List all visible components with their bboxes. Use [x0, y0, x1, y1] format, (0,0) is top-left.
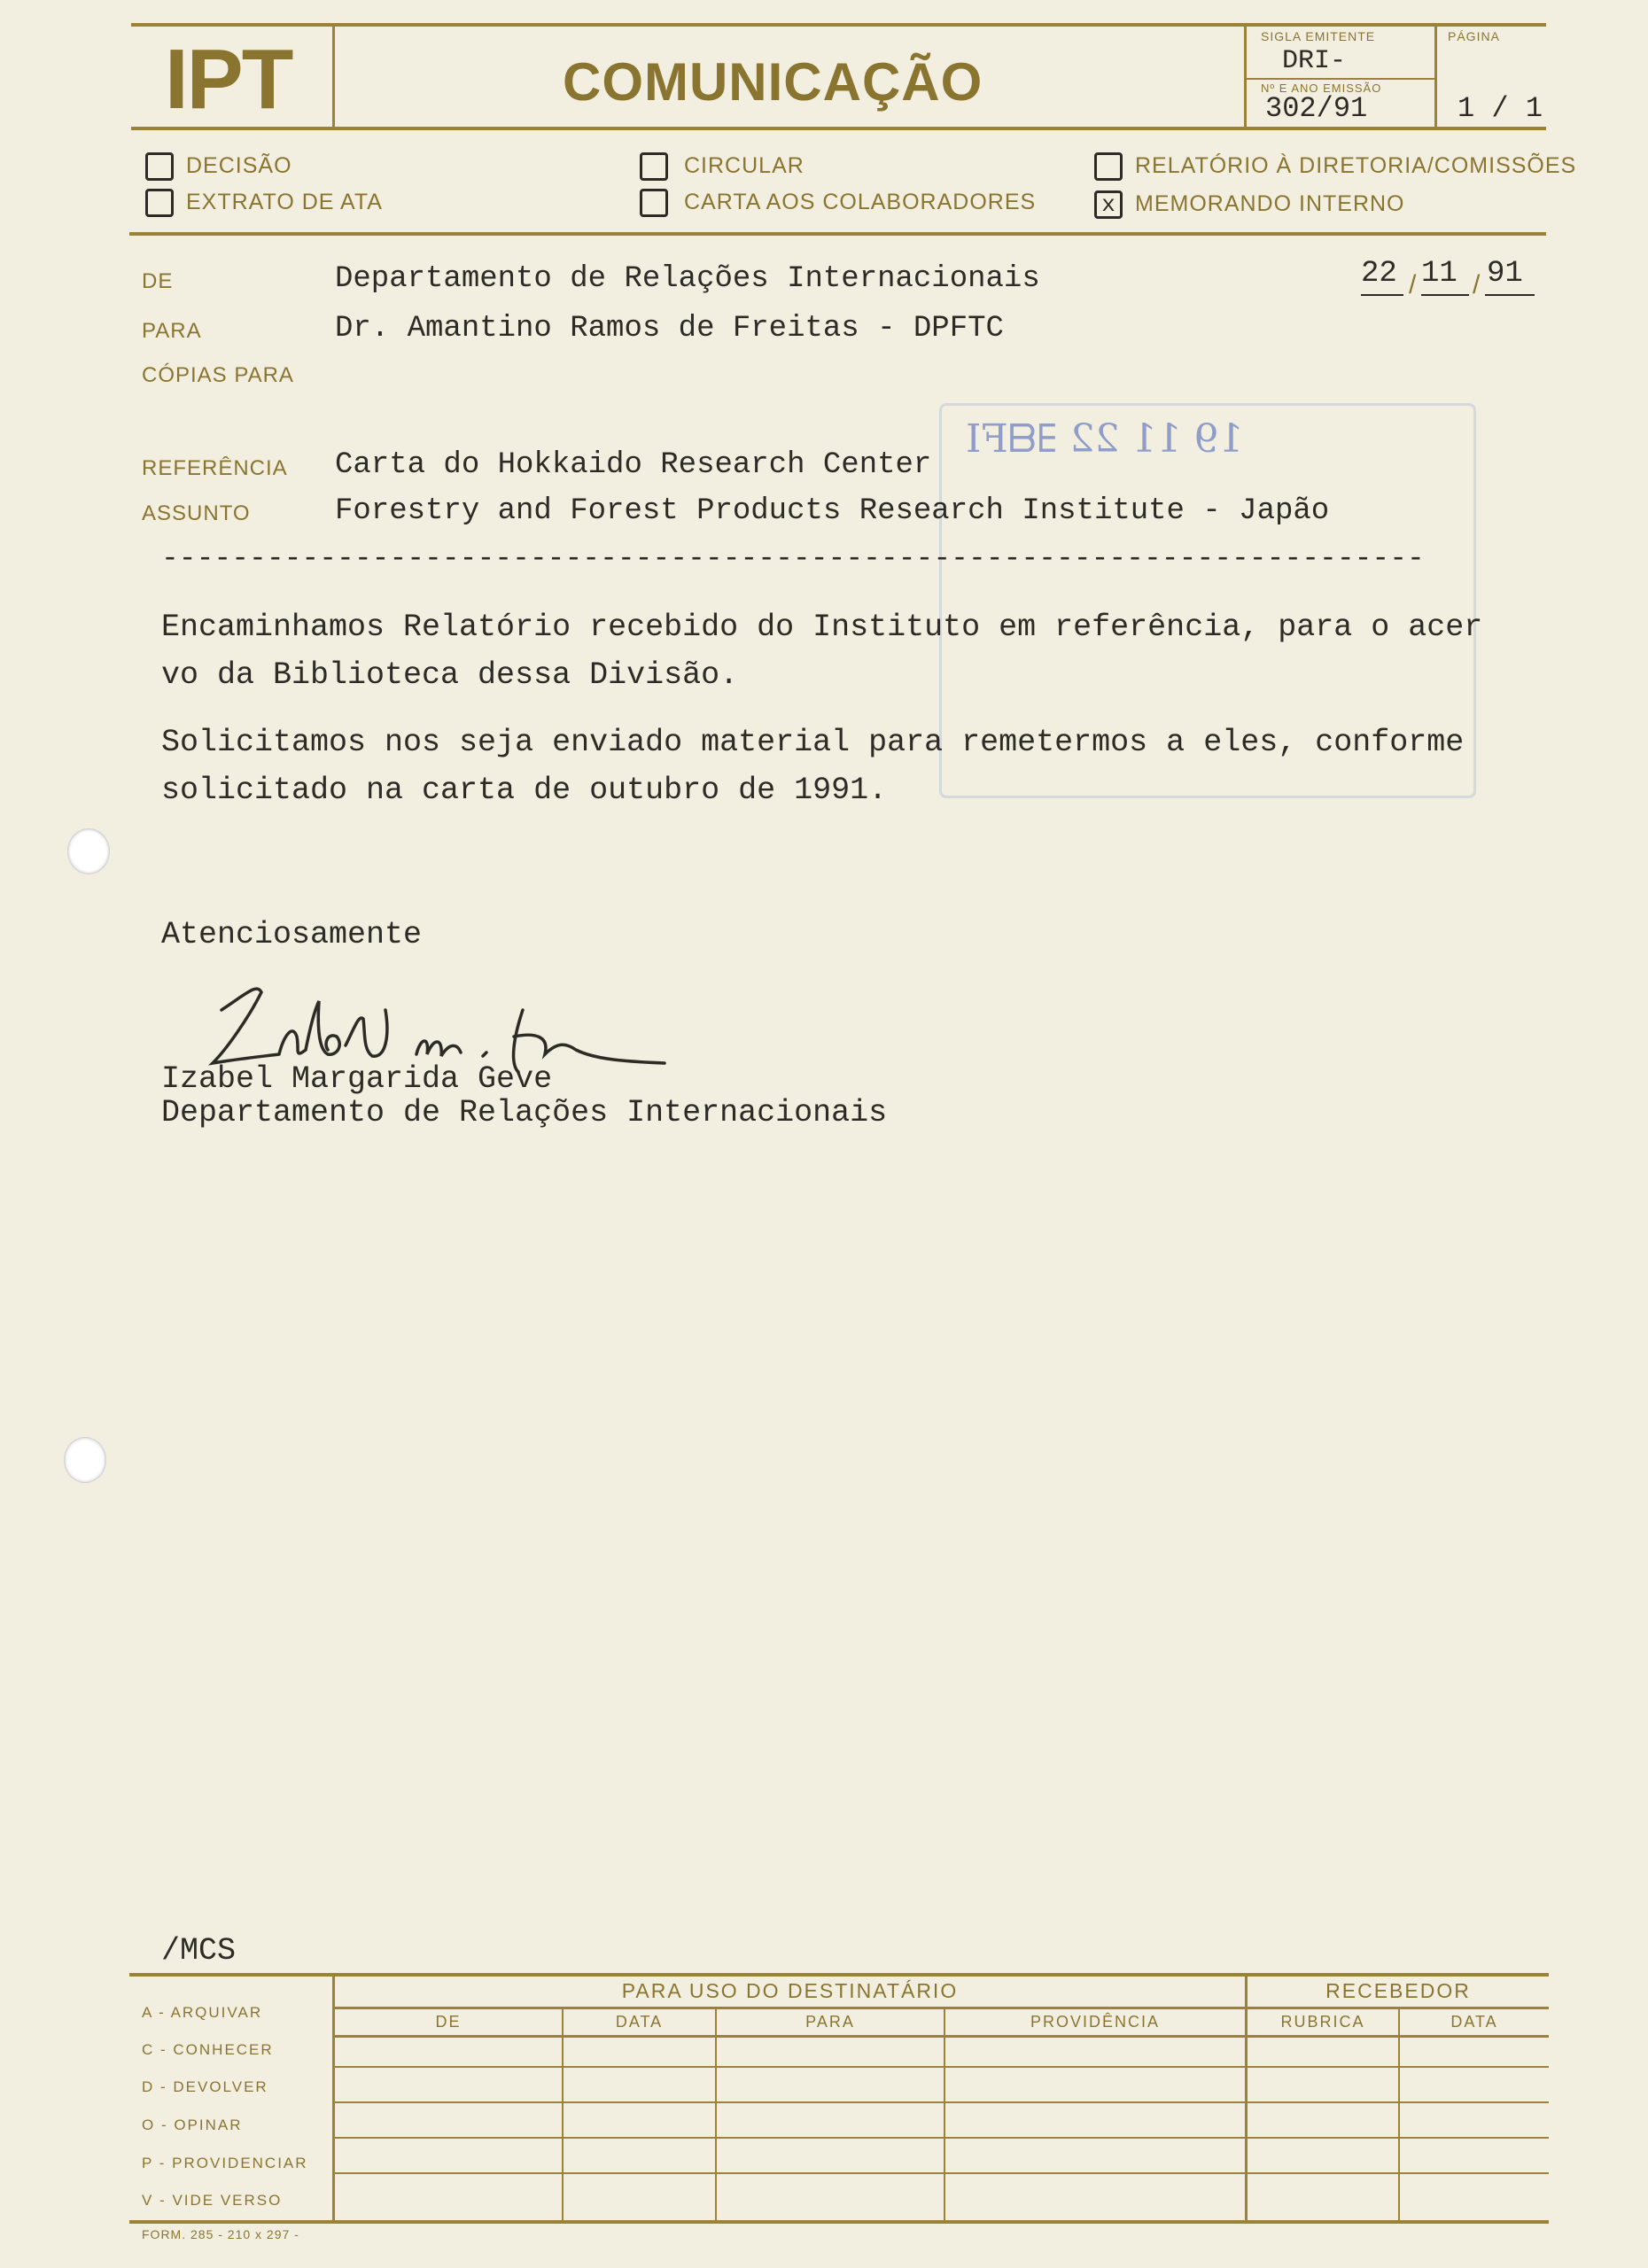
body-line-3: Solicitamos nos seja enviado material para remetermos a eles, conforme [161, 725, 1465, 760]
body-line-4: solicitado na carta de outubro de 1991. [161, 773, 888, 808]
checkbox-circular[interactable] [640, 152, 668, 181]
footer-bottom-rule [129, 2220, 1549, 2224]
checkbox-label-extrato-de-ata: EXTRATO DE ATA [186, 190, 383, 214]
de-value: Departamento de Relações Internacionais [335, 262, 1040, 296]
destinatario-title: PARA USO DO DESTINATÁRIO [621, 1979, 959, 2002]
footer-header-rule-1 [332, 2007, 1549, 2009]
copias-label: CÓPIAS PARA [142, 363, 294, 387]
checkbox-memorando-interno[interactable]: x [1094, 190, 1123, 219]
numero-label: Nº E ANO EMISSÃO [1261, 82, 1382, 95]
sigla-label: SIGLA EMITENTE [1261, 29, 1376, 43]
pagina-label: PÁGINA [1448, 29, 1500, 43]
body-line-2: vo da Biblioteca dessa Divisão. [161, 657, 739, 693]
body-line-1: Encaminhamos Relatório recebido do Instituto em referência, para o acer [161, 610, 1483, 645]
footer-top-rule [129, 1973, 1549, 1977]
date-year-underline [1485, 294, 1535, 296]
de-label: DE [142, 269, 174, 293]
form-code: FORM. 285 - 210 x 297 - [142, 2227, 299, 2241]
punch-hole-bottom [64, 1437, 106, 1483]
checkbox-carta-aos-colaboradores[interactable] [640, 189, 668, 217]
checkbox-label-memorando-interno: MEMORANDO INTERNO [1135, 191, 1405, 216]
action-devolver: D - DEVOLVER [142, 2078, 268, 2095]
footer-header-rule-2 [332, 2035, 1549, 2038]
date-slash-2: / [1473, 270, 1481, 299]
received-stamp-text: 19 11 22 ∃ᗺFI [966, 416, 1244, 462]
para-label: PARA [142, 319, 202, 343]
col-header-providencia: PROVIDÊNCIA [1030, 2013, 1161, 2031]
pagina-value: 1 / 1 [1458, 92, 1543, 125]
action-conhecer: C - CONHECER [142, 2041, 274, 2058]
checkbox-relatorio-diretoria[interactable] [1094, 152, 1123, 181]
footer-row-rule-4 [332, 2172, 1549, 2174]
checkbox-label-circular: CIRCULAR [684, 153, 805, 178]
date-slash-1: / [1409, 270, 1417, 299]
col-divider-2 [715, 2007, 717, 2222]
col-header-data: DATA [615, 2013, 664, 2031]
title-divider [1244, 23, 1247, 129]
col-header-para: PARA [805, 2013, 855, 2031]
footer-recebedor-divider [1245, 1973, 1248, 2222]
checkbox-label-decisao: DECISÃO [186, 153, 292, 178]
referencia-value: Carta do Hokkaido Research Center [335, 448, 932, 482]
separator-line: ------------------------------------------------------------------------ [161, 542, 1425, 575]
footer-row-rule-1 [332, 2066, 1549, 2068]
para-value: Dr. Amantino Ramos de Freitas - DPFTC [335, 312, 1004, 346]
sigla-value: DRI- [1282, 46, 1347, 76]
checkbox-label-relatorio-diretoria: RELATÓRIO À DIRETORIA/COMISSÕES [1135, 153, 1577, 178]
referencia-label: REFERÊNCIA [142, 456, 288, 480]
pagina-divider [1434, 23, 1437, 129]
header-top-rule [131, 23, 1546, 27]
typist-initials: /MCS [161, 1933, 237, 1969]
action-providenciar: P - PROVIDENCIAR [142, 2155, 308, 2171]
date-month-underline [1421, 294, 1469, 296]
action-vide-verso: V - VIDE VERSO [142, 2192, 283, 2209]
date-day: 22 [1361, 257, 1397, 291]
footer-row-rule-3 [332, 2137, 1549, 2139]
col-divider-1 [562, 2007, 564, 2222]
footer-row-rule-2 [332, 2101, 1549, 2103]
action-arquivar: A - ARQUIVAR [142, 2004, 263, 2021]
logo-divider [332, 23, 335, 129]
closing-text: Atenciosamente [161, 917, 423, 952]
assunto-label: ASSUNTO [142, 501, 251, 525]
col-header-de: DE [435, 2013, 462, 2031]
assunto-value: Forestry and Forest Products Research Institute - Japão [335, 494, 1330, 528]
col-divider-3 [944, 2007, 945, 2222]
page-title: COMUNICAÇÃO [563, 52, 983, 112]
action-opinar: O - OPINAR [142, 2117, 243, 2133]
checkbox-decisao[interactable] [145, 152, 174, 181]
header-bottom-rule [131, 127, 1546, 130]
col-divider-4 [1398, 2007, 1400, 2222]
date-day-underline [1361, 294, 1403, 296]
footer-actions-divider [332, 1973, 335, 2222]
ipt-logo: IPT [165, 32, 292, 127]
signer-name: Izabel Margarida Geve [161, 1061, 553, 1097]
col-header-rubrica: RUBRICA [1280, 2013, 1365, 2031]
checkbox-bottom-rule [129, 232, 1546, 236]
checkbox-extrato-de-ata[interactable] [145, 189, 174, 217]
date-year: 91 [1487, 257, 1523, 291]
signer-department: Departamento de Relações Internacionais [161, 1095, 888, 1130]
recebedor-title: RECEBEDOR [1325, 1979, 1471, 2002]
checkbox-label-carta-aos-colaboradores: CARTA AOS COLABORADORES [684, 190, 1037, 214]
sigla-divider [1244, 78, 1437, 80]
col-header-recebedor-data: DATA [1450, 2013, 1498, 2031]
date-month: 11 [1421, 257, 1458, 291]
numero-value: 302/91 [1265, 92, 1368, 125]
punch-hole-top [67, 828, 110, 874]
